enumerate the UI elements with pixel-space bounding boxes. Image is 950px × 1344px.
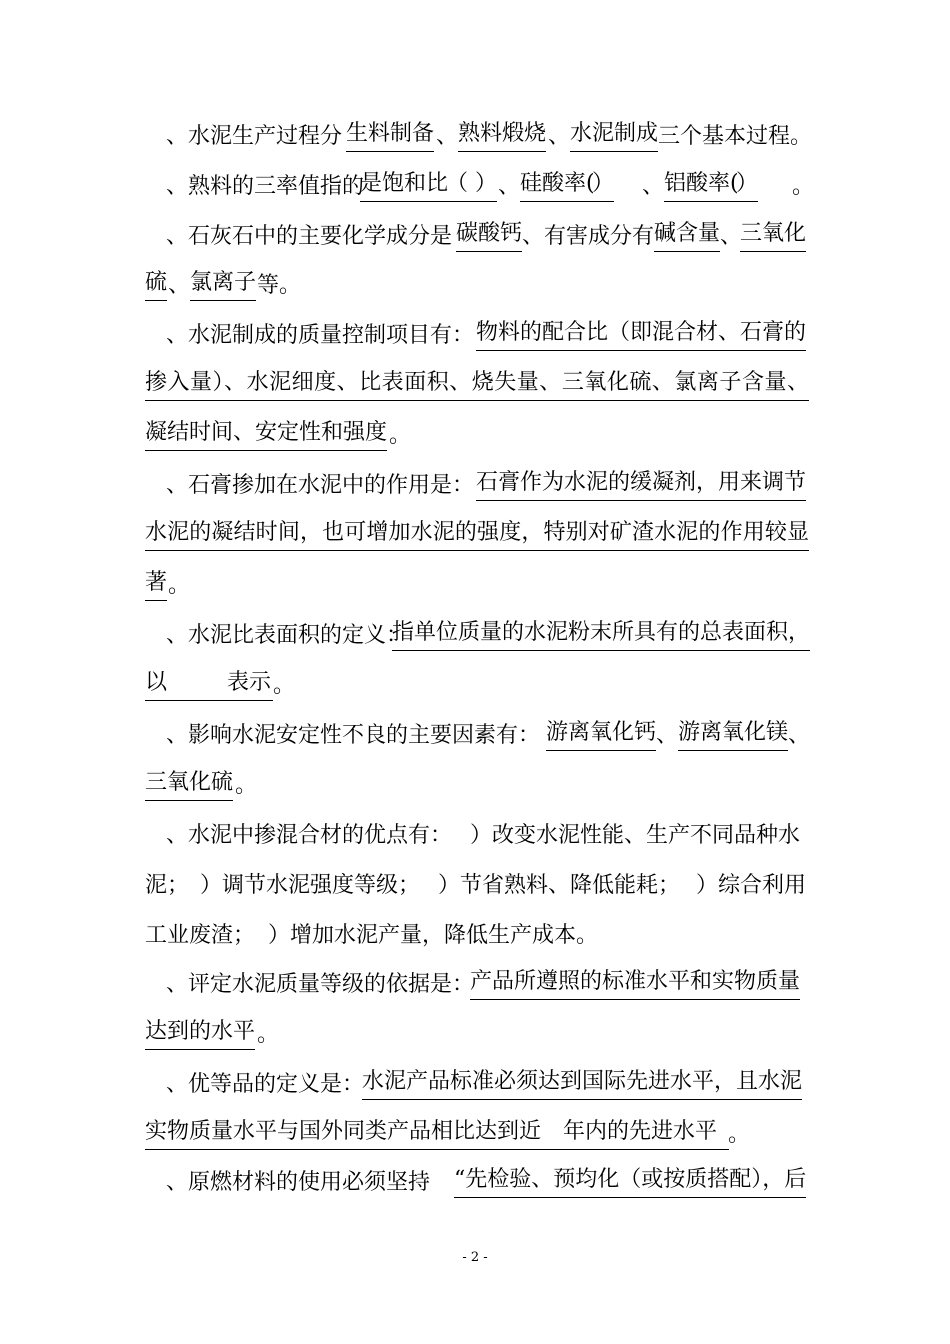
item-2-paren-2: ） (592, 167, 614, 202)
item-3-cont-fill: 硫 (145, 266, 167, 301)
item-6-fill-1: 指单位质量的水泥粉末所具有的总表面积， (392, 616, 810, 651)
item-6-line-2 (0, 666, 950, 706)
item-9-fill-2: 达到的水平 (145, 1015, 255, 1050)
item-8-text-1: ）改变水泥性能、生产不同品种水 (470, 823, 801, 848)
item-11-line-1 (0, 1163, 950, 1203)
item-1-sep-1: 、 (436, 124, 459, 149)
item-8-text-3a: 工业废渣； (145, 923, 256, 948)
item-1-line (0, 117, 950, 157)
item-4-line-3 (0, 416, 950, 456)
item-8-lead: 、水泥中掺混合材的优点有： (166, 823, 453, 848)
item-3-mid: 、有害成分有 (522, 224, 655, 249)
page-number: - 2 - (462, 1250, 488, 1265)
item-2-fill-1: 是饱和比 (360, 167, 448, 202)
item-3-fill-3: 三氧化 (740, 217, 806, 252)
item-1-fill-3: 水泥制成 (570, 117, 658, 152)
item-2-line (0, 167, 950, 207)
item-1-fill-2: 熟料煅烧 (458, 117, 546, 152)
item-7-lead: 、影响水泥安定性不良的主要因素有： (166, 723, 541, 748)
item-9-fill-1: 产品所遵照的标准水平和实物质量 (470, 965, 800, 1000)
item-3-fill-1: 碳酸钙 (456, 217, 522, 252)
item-8-text-2c: ）节省熟料、降低能耗； (438, 873, 681, 898)
item-8-text-3b: ）增加水泥产量，降低生产成本。 (268, 923, 599, 948)
item-3-lead: 、石灰石中的主要化学成分是 (166, 224, 453, 249)
item-8-text-2a: 泥； (145, 873, 190, 898)
item-1-fill-1: 生料制备 (346, 117, 434, 152)
item-4-line-2 (0, 366, 950, 406)
item-9-line-1 (0, 965, 950, 1005)
item-10-tail: 。 (728, 1122, 751, 1147)
item-1-lead: 、水泥生产过程分 (166, 124, 343, 149)
item-5-fill-2: 水泥的凝结时间，也可增加水泥的强度，特别对矿渣水泥的作用较显 (145, 516, 809, 551)
item-10-fill-2 (145, 1115, 729, 1150)
item-5-line-1 (0, 466, 950, 506)
item-3-cont-sep: 、 (168, 273, 191, 298)
item-7-sep-2: 、 (788, 723, 811, 748)
item-3-cont-fill-2: 氯离子 (190, 266, 256, 301)
item-7-fill-2: 游离氧化镁 (678, 716, 788, 751)
item-4-lead: 、水泥制成的质量控制项目有： (166, 323, 475, 348)
item-5-lead: 、石膏掺加在水泥中的作用是： (166, 473, 475, 498)
item-3-line-2 (0, 266, 950, 306)
item-11-fill-1: “先检验、预均化（或按质搭配），后 (454, 1163, 806, 1198)
item-1-sep-2: 、 (548, 124, 571, 149)
item-2-sep-2: 、 (642, 174, 665, 199)
item-9-line-2 (0, 1015, 950, 1055)
item-8-text-2b: ）调节水泥强度等级； (200, 873, 421, 898)
item-8-text-2d: ）综合利用 (696, 873, 807, 898)
item-4-tail: 。 (389, 423, 412, 448)
item-9-lead: 、评定水泥质量等级的依据是： (166, 972, 475, 997)
item-5-tail: 。 (168, 573, 191, 598)
item-3-cont-tail: 等。 (257, 273, 302, 298)
item-7-line-1 (0, 716, 950, 756)
item-11-lead: 、原燃材料的使用必须坚持 (166, 1170, 431, 1195)
item-3-fill-2: 碱含量 (654, 217, 720, 252)
item-1-tail: 三个基本过程。 (658, 124, 813, 149)
item-7-line-2 (0, 766, 950, 806)
item-7-fill-1: 游离氧化钙 (546, 716, 656, 751)
item-6-fill-2b: 表示 (227, 670, 272, 695)
item-8-line-3 (0, 916, 950, 956)
item-2-paren-1: （ ） (446, 167, 497, 202)
item-5-line-2 (0, 516, 950, 556)
item-10-fill-2b: 年内的先进水平 (563, 1119, 718, 1144)
item-9-tail: 。 (257, 1022, 280, 1047)
item-8-line-1 (0, 816, 950, 856)
item-10-fill-1: 水泥产品标准必须达到国际先进水平，且水泥 (362, 1065, 802, 1100)
item-2-tail: 。 (792, 174, 815, 199)
item-4-fill-1: 物料的配合比（即混合材、石膏的 (476, 316, 806, 351)
item-2-lead: 、熟料的三率值指的 (166, 174, 365, 199)
item-10-line-2 (0, 1115, 950, 1155)
item-10-lead: 、优等品的定义是： (166, 1072, 365, 1097)
item-5-fill-1: 石膏作为水泥的缓凝剂，用来调节 (476, 466, 806, 501)
item-6-fill-2a: 以 (145, 670, 168, 695)
item-4-fill-2: 掺入量）、水泥细度、比表面积、烧失量、三氧化硫、氯离子含量、 (145, 366, 809, 401)
item-10-line-1 (0, 1065, 950, 1105)
item-7-tail: 。 (235, 773, 258, 798)
item-2-fill-2: 硅酸率( (520, 167, 595, 202)
item-6-fill-2 (145, 666, 273, 701)
item-8-line-2 (0, 866, 950, 906)
item-7-fill-3: 三氧化硫 (145, 766, 233, 801)
item-2-sep-1: 、 (498, 174, 521, 199)
item-6-lead: 、水泥比表面积的定义： (166, 623, 409, 648)
item-3-line-1 (0, 217, 950, 257)
item-10-fill-2a: 实物质量水平与国外同类产品相比达到近 (145, 1119, 542, 1144)
item-7-sep: 、 (656, 723, 679, 748)
item-4-line-1 (0, 316, 950, 356)
item-6-tail: 。 (273, 673, 296, 698)
item-5-fill-3: 著 (145, 566, 167, 601)
item-4-fill-3: 凝结时间、安定性和强度 (145, 416, 387, 451)
item-2-paren-3: ） (736, 167, 758, 202)
item-2-fill-3: 铝酸率( (664, 167, 739, 202)
item-6-line-1 (0, 616, 950, 656)
item-5-line-3 (0, 566, 950, 606)
item-3-sep: 、 (720, 224, 743, 249)
